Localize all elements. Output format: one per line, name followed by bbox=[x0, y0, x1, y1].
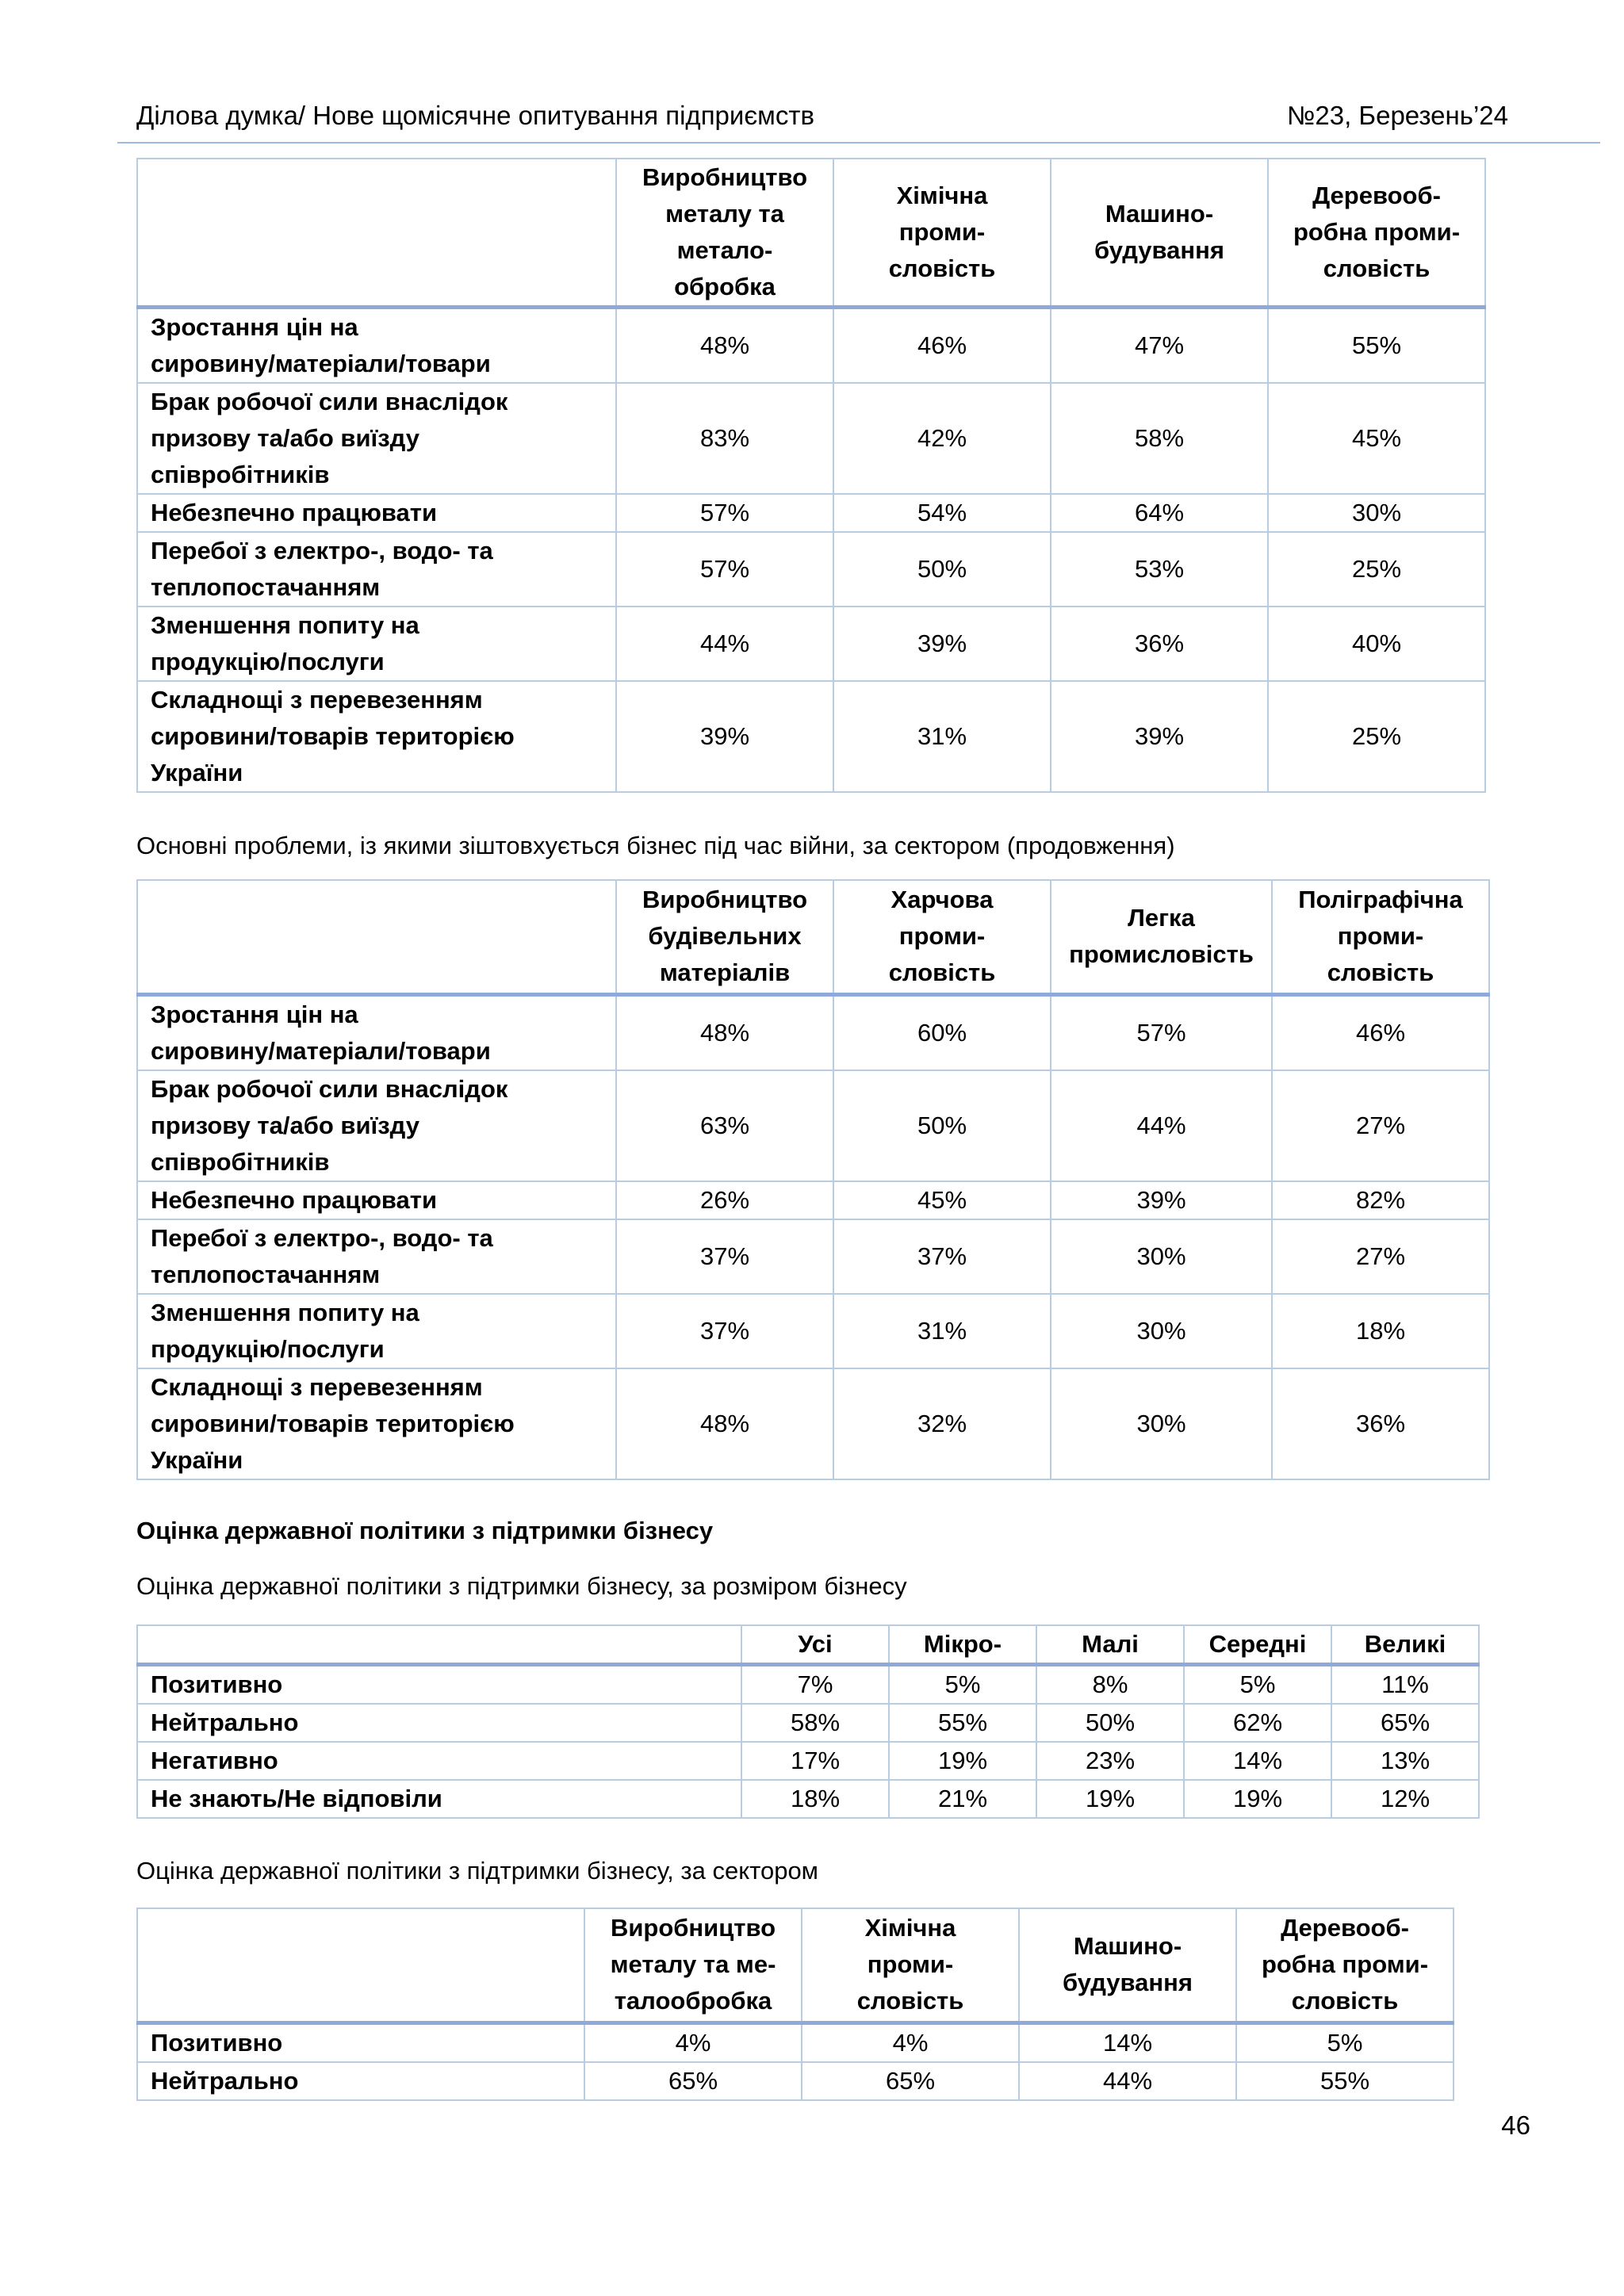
table-cell: 4% bbox=[584, 2022, 802, 2062]
table-cell: 54% bbox=[833, 494, 1051, 532]
table-row bbox=[137, 383, 1485, 494]
table-cell: 55% bbox=[889, 1704, 1036, 1742]
table-cell: 21% bbox=[889, 1780, 1036, 1818]
table-row bbox=[137, 494, 1485, 532]
row-label: Небезпечно працювати bbox=[137, 494, 616, 532]
table-cell: 42% bbox=[833, 383, 1051, 494]
table-cell: 83% bbox=[616, 383, 833, 494]
table-cell: 27% bbox=[1272, 1070, 1489, 1181]
row-label: Перебої з електро-, водо- та теплопостачанням bbox=[137, 532, 616, 607]
table-cell: 57% bbox=[616, 532, 833, 607]
table-cell: 19% bbox=[889, 1742, 1036, 1780]
table-cell: 58% bbox=[741, 1704, 889, 1742]
column-header: Малі bbox=[1036, 1625, 1184, 1665]
column-header: Виробництво будівельних матеріалів bbox=[616, 880, 833, 994]
table-cell: 50% bbox=[833, 1070, 1051, 1181]
section-title: Оцінка державної політики з підтримки бізнесу bbox=[136, 1517, 714, 1544]
table-cell: 27% bbox=[1272, 1219, 1489, 1294]
row-label: Зменшення попиту на продукцію/послуги bbox=[137, 1294, 616, 1368]
row-label: Нейтрально bbox=[137, 1704, 741, 1742]
row-label: Складнощі з перевезенням сировини/товарів територією України bbox=[137, 681, 616, 792]
table-cell: 31% bbox=[833, 681, 1051, 792]
table-cell: 50% bbox=[1036, 1704, 1184, 1742]
table-row bbox=[137, 1368, 1489, 1479]
table-cell: 19% bbox=[1184, 1780, 1331, 1818]
table-caption: Оцінка державної політики з підтримки бізнесу, за сектором bbox=[136, 1857, 818, 1885]
row-label: Зростання цін на сировину/матеріали/товари bbox=[137, 308, 616, 384]
table-cell: 5% bbox=[889, 1665, 1036, 1705]
table-cell: 8% bbox=[1036, 1665, 1184, 1705]
table-cell: 31% bbox=[833, 1294, 1051, 1368]
table-row bbox=[137, 1219, 1489, 1294]
column-header: Усі bbox=[741, 1625, 889, 1665]
corner-cell bbox=[137, 159, 616, 308]
row-label: Небезпечно працювати bbox=[137, 1181, 616, 1219]
table-cell: 36% bbox=[1272, 1368, 1489, 1479]
table-row bbox=[137, 308, 1485, 384]
table-cell: 47% bbox=[1051, 308, 1268, 384]
column-header: Деревооб- робна проми- словість bbox=[1236, 1908, 1454, 2022]
table-cell: 25% bbox=[1268, 532, 1485, 607]
table-cell: 30% bbox=[1051, 1368, 1272, 1479]
table-cell: 46% bbox=[1272, 994, 1489, 1070]
table-cell: 55% bbox=[1236, 2062, 1454, 2100]
table-row bbox=[137, 994, 1489, 1070]
table-row bbox=[137, 1181, 1489, 1219]
table-row bbox=[137, 1665, 1479, 1705]
table-cell: 4% bbox=[802, 2022, 1019, 2062]
table-row bbox=[137, 1070, 1489, 1181]
table-cell: 30% bbox=[1051, 1219, 1272, 1294]
table-cell: 46% bbox=[833, 308, 1051, 384]
table-cell: 14% bbox=[1019, 2022, 1236, 2062]
table-cell: 45% bbox=[1268, 383, 1485, 494]
row-label: Нейтрально bbox=[137, 2062, 584, 2100]
table-cell: 37% bbox=[833, 1219, 1051, 1294]
table-cell: 62% bbox=[1184, 1704, 1331, 1742]
row-label: Не знають/Не відповіли bbox=[137, 1780, 741, 1818]
column-header: Машино- будування bbox=[1019, 1908, 1236, 2022]
sector-problems-table-1 bbox=[136, 158, 1486, 793]
table-cell: 13% bbox=[1331, 1742, 1479, 1780]
table-cell: 39% bbox=[833, 607, 1051, 681]
table-cell: 7% bbox=[741, 1665, 889, 1705]
column-header: Хімічна проми- словість bbox=[802, 1908, 1019, 2022]
table-cell: 57% bbox=[616, 494, 833, 532]
corner-cell bbox=[137, 880, 616, 994]
policy-by-size-table bbox=[136, 1624, 1480, 1819]
table-cell: 45% bbox=[833, 1181, 1051, 1219]
header-divider bbox=[117, 142, 1600, 144]
table-cell: 82% bbox=[1272, 1181, 1489, 1219]
table-cell: 17% bbox=[741, 1742, 889, 1780]
column-header: Машино- будування bbox=[1051, 159, 1268, 308]
table-cell: 11% bbox=[1331, 1665, 1479, 1705]
table-row bbox=[137, 681, 1485, 792]
column-header: Мікро- bbox=[889, 1625, 1036, 1665]
table-cell: 44% bbox=[616, 607, 833, 681]
table-cell: 39% bbox=[1051, 1181, 1272, 1219]
column-header: Великі bbox=[1331, 1625, 1479, 1665]
table-cell: 58% bbox=[1051, 383, 1268, 494]
table-row bbox=[137, 607, 1485, 681]
column-header: Хімічна проми- словість bbox=[833, 159, 1051, 308]
header-issue: №23, Березень’24 bbox=[1286, 101, 1508, 130]
row-label: Зростання цін на сировину/матеріали/товари bbox=[137, 994, 616, 1070]
row-label: Зменшення попиту на продукцію/послуги bbox=[137, 607, 616, 681]
table-cell: 44% bbox=[1019, 2062, 1236, 2100]
table-cell: 26% bbox=[616, 1181, 833, 1219]
column-header: Виробництво металу та ме- талообробка bbox=[584, 1908, 802, 2022]
row-label: Брак робочої сили внаслідок призову та/або виїзду співробітників bbox=[137, 383, 616, 494]
table-cell: 65% bbox=[584, 2062, 802, 2100]
table-caption: Основні проблеми, із якими зіштовхується бізнес під час війни, за сектором (продовження) bbox=[136, 832, 1175, 859]
table-cell: 36% bbox=[1051, 607, 1268, 681]
row-label: Негативно bbox=[137, 1742, 741, 1780]
table-row bbox=[137, 1294, 1489, 1368]
table-cell: 50% bbox=[833, 532, 1051, 607]
page-number: 46 bbox=[1501, 2110, 1530, 2140]
table-cell: 32% bbox=[833, 1368, 1051, 1479]
row-label: Складнощі з перевезенням сировини/товарів територією України bbox=[137, 1368, 616, 1479]
table-row bbox=[137, 1742, 1479, 1780]
table-cell: 18% bbox=[1272, 1294, 1489, 1368]
row-label: Брак робочої сили внаслідок призову та/або виїзду співробітників bbox=[137, 1070, 616, 1181]
table-cell: 44% bbox=[1051, 1070, 1272, 1181]
table-cell: 53% bbox=[1051, 532, 1268, 607]
table-cell: 65% bbox=[1331, 1704, 1479, 1742]
table-caption: Оцінка державної політики з підтримки бізнесу, за розміром бізнесу bbox=[136, 1572, 907, 1600]
table-cell: 30% bbox=[1268, 494, 1485, 532]
table-cell: 65% bbox=[802, 2062, 1019, 2100]
table-cell: 5% bbox=[1184, 1665, 1331, 1705]
sector-problems-table-2 bbox=[136, 879, 1490, 1480]
table-cell: 60% bbox=[833, 994, 1051, 1070]
policy-by-sector-table bbox=[136, 1908, 1454, 2101]
column-header: Харчова проми- словість bbox=[833, 880, 1051, 994]
table-cell: 37% bbox=[616, 1219, 833, 1294]
table-row bbox=[137, 532, 1485, 607]
table-cell: 64% bbox=[1051, 494, 1268, 532]
table-row bbox=[137, 2062, 1454, 2100]
table-row bbox=[137, 1704, 1479, 1742]
table-row bbox=[137, 2022, 1454, 2062]
row-label: Позитивно bbox=[137, 1665, 741, 1705]
column-header: Поліграфічна проми- словість bbox=[1272, 880, 1489, 994]
table-cell: 23% bbox=[1036, 1742, 1184, 1780]
table-cell: 25% bbox=[1268, 681, 1485, 792]
table-cell: 14% bbox=[1184, 1742, 1331, 1780]
table-cell: 39% bbox=[616, 681, 833, 792]
table-cell: 48% bbox=[616, 994, 833, 1070]
table-cell: 12% bbox=[1331, 1780, 1479, 1818]
corner-cell bbox=[137, 1625, 741, 1665]
table-cell: 48% bbox=[616, 308, 833, 384]
header-title: Ділова думка/ Нове щомісячне опитування підприємств bbox=[136, 101, 815, 130]
row-label: Позитивно bbox=[137, 2022, 584, 2062]
column-header: Виробництво металу та метало- обробка bbox=[616, 159, 833, 308]
table-cell: 5% bbox=[1236, 2022, 1454, 2062]
table-cell: 40% bbox=[1268, 607, 1485, 681]
column-header: Середні bbox=[1184, 1625, 1331, 1665]
table-cell: 18% bbox=[741, 1780, 889, 1818]
table-cell: 19% bbox=[1036, 1780, 1184, 1818]
table-cell: 37% bbox=[616, 1294, 833, 1368]
row-label: Перебої з електро-, водо- та теплопостачанням bbox=[137, 1219, 616, 1294]
column-header: Деревооб- робна проми- словість bbox=[1268, 159, 1485, 308]
column-header: Легка промисловість bbox=[1051, 880, 1272, 994]
table-cell: 55% bbox=[1268, 308, 1485, 384]
table-cell: 39% bbox=[1051, 681, 1268, 792]
table-cell: 63% bbox=[616, 1070, 833, 1181]
table-cell: 48% bbox=[616, 1368, 833, 1479]
corner-cell bbox=[137, 1908, 584, 2022]
table-cell: 57% bbox=[1051, 994, 1272, 1070]
table-cell: 30% bbox=[1051, 1294, 1272, 1368]
table-row bbox=[137, 1780, 1479, 1818]
